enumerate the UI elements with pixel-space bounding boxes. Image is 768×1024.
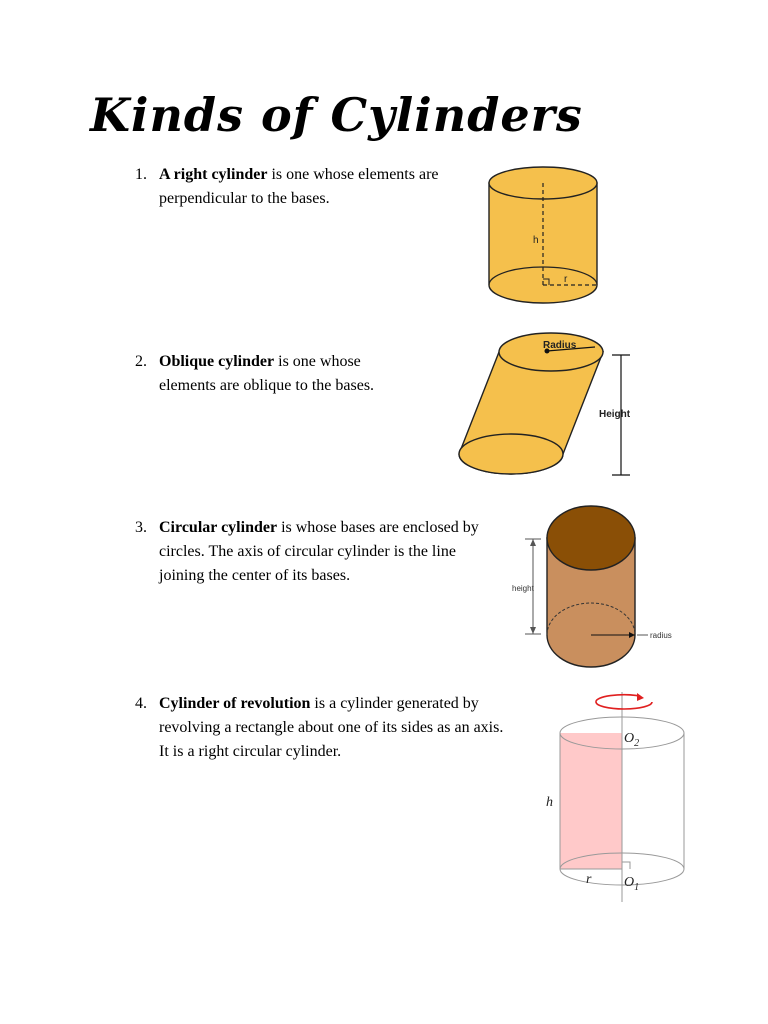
item-term: A right cylinder bbox=[159, 166, 268, 183]
height-label: height bbox=[512, 584, 534, 593]
item-term: Cylinder of revolution bbox=[159, 695, 311, 712]
bottom-center-label: $O_1$ bbox=[624, 875, 640, 893]
item-line2: circles. The axis of circular cylinder is the line bbox=[159, 543, 456, 560]
item-number: 4. bbox=[135, 695, 147, 712]
radius-label: r bbox=[586, 872, 592, 887]
item-line1: is one whose elements are bbox=[267, 166, 439, 183]
top-center-label: $O_2$ bbox=[624, 731, 640, 749]
item-line3: It is a right circular cylinder. bbox=[159, 743, 342, 760]
item-term: Circular cylinder bbox=[159, 519, 278, 536]
page-title: Kinds of Cylinders bbox=[90, 88, 583, 142]
item-text bbox=[159, 163, 439, 211]
revolution-cylinder-figure bbox=[540, 688, 690, 908]
item-number: 3. bbox=[135, 519, 147, 536]
radius-label: radius bbox=[650, 631, 672, 640]
oblique-cylinder-figure bbox=[455, 330, 640, 480]
item-text bbox=[159, 692, 503, 764]
item-number: 1. bbox=[135, 166, 147, 183]
item-text bbox=[159, 350, 374, 398]
radius-label: r bbox=[564, 274, 568, 285]
radius-label: Radius bbox=[543, 340, 577, 351]
right-cylinder-figure bbox=[486, 165, 602, 305]
item-line1: is whose bases are enclosed by bbox=[277, 519, 479, 536]
item-line2: elements are oblique to the bases. bbox=[159, 377, 375, 394]
item-term: Oblique cylinder bbox=[159, 353, 275, 370]
item-line1: is one whose bbox=[274, 353, 361, 370]
item-line2: perpendicular to the bases. bbox=[159, 190, 330, 207]
circular-cylinder-figure bbox=[512, 503, 682, 673]
item-line3: joining the center of its bases. bbox=[159, 567, 351, 584]
item-line1: is a cylinder generated by bbox=[310, 695, 479, 712]
height-label: Height bbox=[599, 409, 631, 420]
height-label: h bbox=[533, 235, 539, 246]
item-text bbox=[159, 516, 479, 588]
item-line2: revolving a rectangle about one of its sides as an axis. bbox=[159, 719, 504, 736]
height-label: h bbox=[546, 795, 553, 810]
item-number: 2. bbox=[135, 353, 147, 370]
